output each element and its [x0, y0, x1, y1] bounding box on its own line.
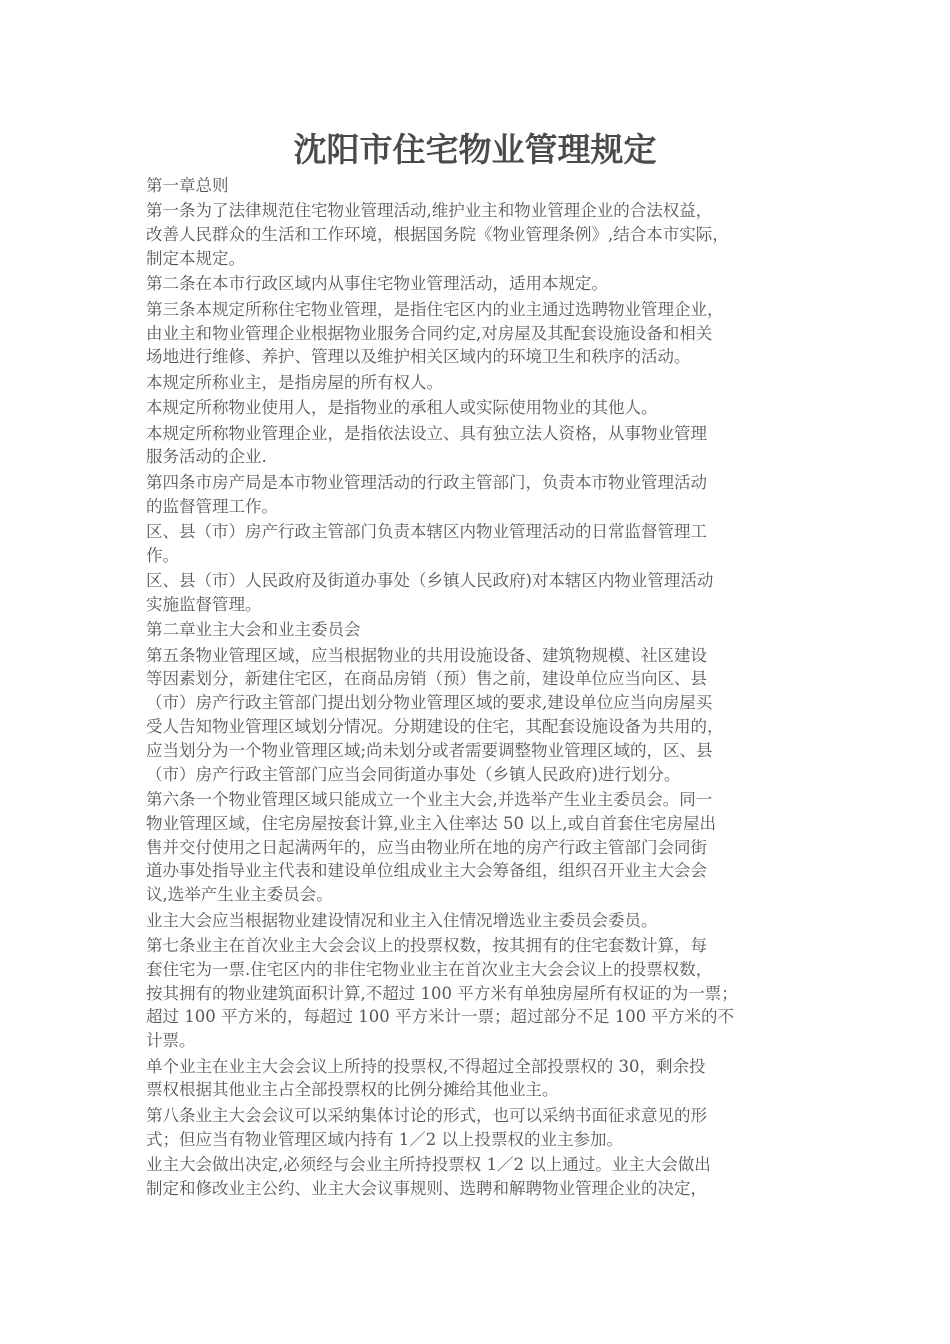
- paragraph: 区、县（市）人民政府及街道办事处（乡镇人民政府)对本辖区内物业管理活动 实施监督管理。: [146, 571, 714, 614]
- paragraph: 本规定所称业主，是指房屋的所有权人。: [146, 372, 443, 392]
- paragraph: 第一条为了法律规范住宅物业管理活动,维护业主和物业管理企业的合法权益， 改善人民群众的生活和工作环境，根据国务院《物业管理条例》,结合本市实际， 制定本规定。: [146, 201, 729, 268]
- paragraph: 第五条物业管理区域，应当根据物业的共用设施设备、建筑物规模、社区建设 等因素划分，新建住宅区，在商品房销（预）售之前，建设单位应当向区、县 （市）房产行政主管部门提出划分物业管理区域的要求,建设单位应当向房屋买 受人告知物业管理区域划分情况。分期建设的住宅，其配套设施设备为共用的， 应当划分为一个物业管理区域;尚未划分或者需要调整物业管理区域的，区、县 （市）房产行政主管部门应当会同街道办事处（乡镇人民政府)进行划分。: [146, 645, 724, 784]
- paragraph: 区、县（市）房产行政主管部门负责本辖区内物业管理活动的日常监督管理工 作。: [146, 521, 707, 565]
- chapter-heading: 第二章业主大会和业主委员会: [146, 620, 361, 640]
- paragraph: 第二条在本市行政区域内从事住宅物业管理活动，适用本规定。: [146, 274, 608, 294]
- paragraph: 单个业主在业主大会会议上所持的投票权,不得超过全部投票权的 30，剩余投 票权根据其他业主占全部投票权的比例分摊给其他业主。: [146, 1056, 706, 1100]
- paragraph: 第四条市房产局是本市物业管理活动的行政主管部门，负责本市物业管理活动 的监督管理工作。: [146, 472, 707, 516]
- document-body: [146, 174, 818, 1202]
- paragraph: 业主大会应当根据物业建设情况和业主入住情况增选业主委员会委员。: [146, 910, 658, 930]
- paragraph: 第八条业主大会会议可以采纳集体讨论的形式，也可以采纳书面征求意见的形 式；但应当有物业管理区域内持有 1／2 以上投票权的业主参加。: [146, 1105, 707, 1149]
- paragraph: 第六条一个物业管理区域只能成立一个业主大会,并选举产生业主委员会。同一 物业管理区域，住宅房屋按套计算,业主入住率达 50 以上,或自首套住宅房屋出 售并交付使用之日起满两年的，应当由物业所在地的房产行政主管部门会同街 道办事处指导业主代表和建设单位组成业主大会筹备组，组织召开业主大会会 议,选举产生业主委员会。: [146, 790, 716, 905]
- document-title: 沈阳市住宅物业管理规定: [293, 130, 657, 169]
- paragraph: 第七条业主在首次业主大会会议上的投票权数，按其拥有的住宅套数计算，每 套住宅为一票.住宅区内的非住宅物业业主在首次业主大会会议上的投票权数， 按其拥有的物业建筑面积计算,不超过 100 平方米有单独房屋所有权证的为一票； 超过 100 平方米的，每超过 100 平方米计一票；超过部分不足 100 平方米的不 计票。: [146, 936, 738, 1051]
- paragraph: 本规定所称物业使用人，是指物业的承租人或实际使用物业的其他人。: [146, 398, 658, 418]
- paragraph: 第三条本规定所称住宅物业管理，是指住宅区内的业主通过选聘物业管理企业， 由业主和物业管理企业根据物业服务合同约定,对房屋及其配套设施设备和相关 场地进行维修、养护、管理以及维护相关区域内的环境卫生和秩序的活动。: [146, 299, 724, 367]
- paragraph: 业主大会做出决定,必须经与会业主所持投票权 1／2 以上通过。业主大会做出 制定和修改业主公约、业主大会议事规则、选聘和解聘物业管理企业的决定，: [146, 1154, 711, 1198]
- paragraph: 本规定所称物业管理企业，是指依法设立、具有独立法人资格，从事物业管理 服务活动的企业.: [146, 423, 707, 467]
- chapter-heading: 第一章总则: [146, 176, 229, 195]
